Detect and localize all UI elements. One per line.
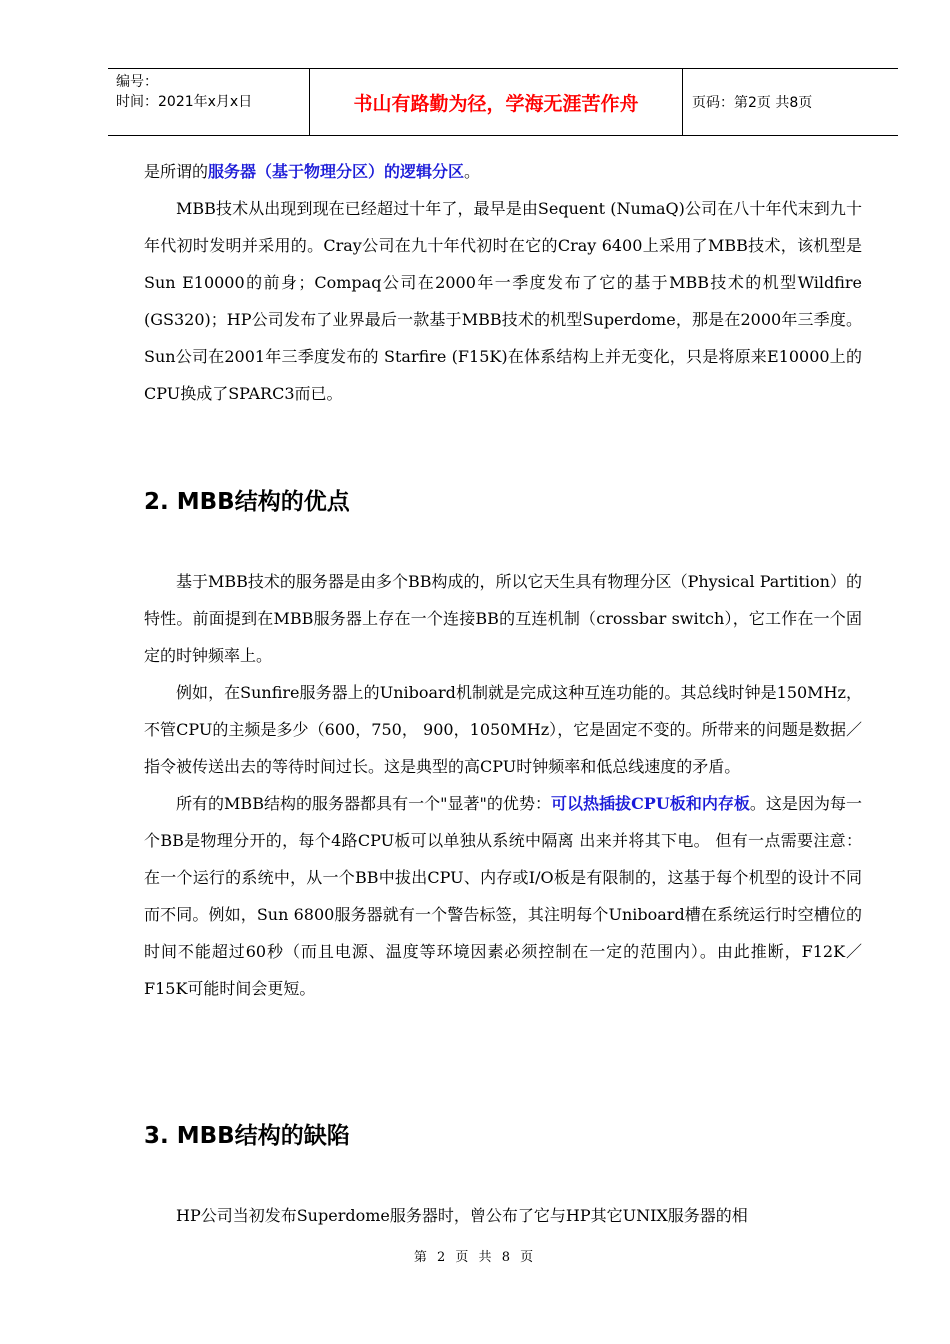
section-2-paragraph-1: 基于MBB技术的服务器是由多个BB构成的，所以它天生具有物理分区（Physical Partition）的特性。前面提到在MBB服务器上存在一个连接BB的互连机制（crossbar switch），它工作在一个固定的时钟频率上。: [144, 572, 862, 665]
intro-section: [144, 153, 862, 412]
header-time-label: 时间：2021年x月x日: [116, 94, 253, 110]
intro-p1-suffix: 。: [464, 162, 481, 181]
intro-p1-highlight: 服务器（基于物理分区）的逻辑分区: [208, 162, 465, 181]
intro-paragraph-1: [144, 153, 862, 190]
section-2-heading: 2. MBB结构的优点: [144, 489, 350, 515]
intro-paragraph-2: MBB技术从出现到现在已经超过十年了，最早是由Sequent (NumaQ)公司在八十年代末到九十年代初时发明并采用的。Cray公司在九十年代初时在它的Cray 6400上采用了MBB技术，该机型是Sun E10000的前身；Compaq公司在2000年一季度发布了它的基于MBB技术的机型Wildfire (GS320)；HP公司发布了业界最后一款基于MBB技术的机型Superdome，那是在2000年三季度。Sun公司在2001年三季度发布的 Starfire (F15K)在体系结构上并无变化，只是将原来E10000上的CPU换成了SPARC3而已。: [144, 199, 862, 403]
page-header: [108, 68, 898, 136]
section-2-body: [144, 563, 862, 1007]
section-3-paragraph-1: HP公司当初发布Superdome服务器时，曾公布了它与HP其它UNIX服务器的相: [176, 1206, 748, 1225]
section-2-paragraph-3: [144, 785, 862, 1007]
header-meta: [108, 69, 310, 135]
header-number-label: 编号：: [116, 74, 158, 90]
section-3-body: [144, 1197, 862, 1234]
page-footer: 第 2 页 共 8 页: [413, 1250, 537, 1265]
header-page-label: 页码：第2页 共8页: [692, 95, 813, 111]
intro-p1-prefix: 是所谓的: [144, 162, 209, 181]
section-3-heading: 3. MBB结构的缺陷: [144, 1123, 350, 1149]
section-2-p3-prefix: 所有的MBB结构的服务器都具有一个"显著"的优势：: [176, 794, 551, 813]
section-2-p3-highlight: 可以热插拔CPU板和内存板: [550, 794, 750, 813]
section-2-p3-suffix: 。这是因为每一个BB是物理分开的，每个4路CPU板可以单独从系统中隔离 出来并将其下电。 但有一点需要注意：在一个运行的系统中，从一个BB中拔出CPU、内存或I/O板是有限制的，这基于每个机型的设计不同而不同。例如，Sun 6800服务器就有一个警告标签，其注明每个Uniboard槽在系统运行时空槽位的时间不能超过60秒（而且电源、温度等环境因素必须控制在一定的范围内）。由此推断，F12K／F15K可能时间会更短。: [144, 794, 862, 998]
header-motto: 书山有路勤为径，学海无涯苦作舟: [310, 69, 683, 135]
section-2-paragraph-2: 例如，在Sunfire服务器上的Uniboard机制就是完成这种互连功能的。其总线时钟是150MHz，不管CPU的主频是多少（600，750， 900，1050MHz），它是固定不变的。所带来的问题是数据／指令被传送出去的等待时间过长。这是典型的高CPU时钟频率和低总线速度的矛盾。: [144, 683, 862, 776]
